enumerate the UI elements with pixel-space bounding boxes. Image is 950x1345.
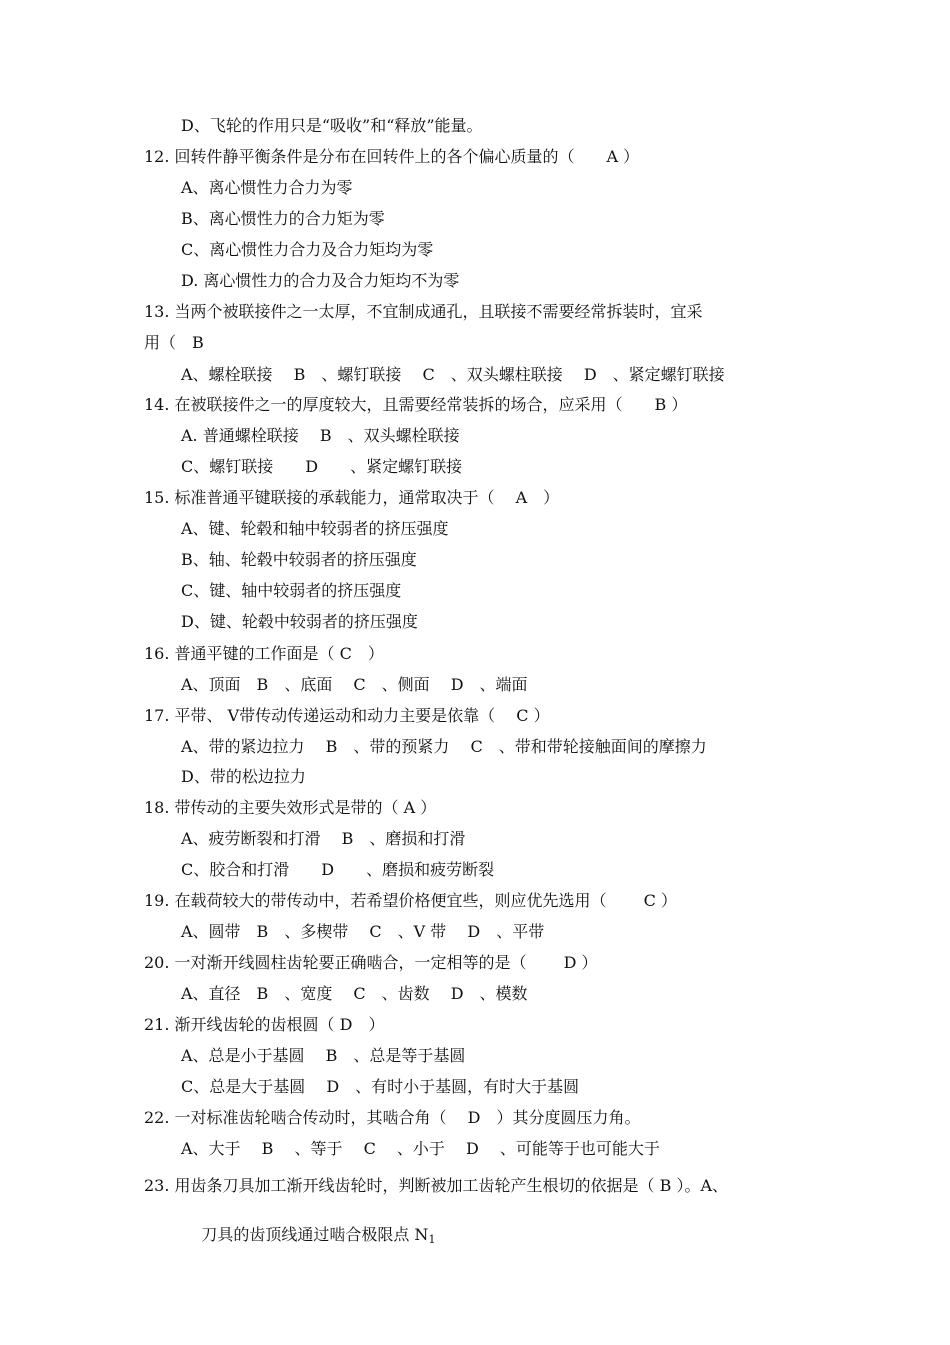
- option-line: A、疲劳断裂和打滑 B 、磨损和打滑: [181, 829, 466, 848]
- option-line: A. 普通螺栓联接 B 、双头螺栓联接: [181, 426, 460, 445]
- option-line: C、键、轴中较弱者的挤压强度: [181, 581, 402, 600]
- question-19: 19. 在载荷较大的带传动中，若希望价格便宜些，则应优先选用（ C ）: [144, 891, 677, 910]
- question-21: 21. 渐开线齿轮的齿根圆（ D ）: [144, 1015, 385, 1034]
- option-line: C、离心惯性力合力及合力矩均为零: [181, 240, 434, 259]
- option-text: 刀具的齿顶线通过啮合极限点 N: [201, 1225, 429, 1244]
- question-13: 13. 当两个被联接件之一太厚，不宜制成通孔，且联接不需要经常拆装时，宜采: [144, 302, 703, 321]
- option-line: A、圆带 B 、多楔带 C 、V 带 D 、平带: [181, 922, 545, 941]
- option-line: A、顶面 B 、底面 C 、侧面 D 、端面: [181, 675, 528, 694]
- option-line: A、螺栓联接 B 、螺钉联接 C 、双头螺柱联接 D 、紧定螺钉联接: [181, 365, 725, 384]
- option-line: C、总是大于基圆 D 、有时小于基圆，有时大于基圆: [181, 1077, 580, 1096]
- option-line: D、带的松边拉力: [181, 767, 306, 786]
- question-22: 22. 一对标准齿轮啮合传动时，其啮合角（ D ）其分度圆压力角。: [144, 1108, 641, 1127]
- question-17: 17. 平带、 V带传动传递运动和动力主要是依靠（ C ）: [144, 706, 550, 725]
- question-20: 20. 一对渐开线圆柱齿轮要正确啮合，一定相等的是（ D ）: [144, 953, 598, 972]
- question-16: 16. 普通平键的工作面是（ C ）: [144, 644, 384, 663]
- option-line: D、飞轮的作用只是“吸收”和“释放”能量。: [181, 116, 483, 135]
- question-23: 23. 用齿条刀具加工渐开线齿轮时，判断被加工齿轮产生根切的依据是（ B ）。A、: [144, 1176, 729, 1195]
- option-line: B、轴、轮毂中较弱者的挤压强度: [181, 550, 417, 569]
- question-14: 14. 在被联接件之一的厚度较大，且需要经常装拆的场合，应采用（ B ）: [144, 395, 688, 414]
- option-line: B、离心惯性力的合力矩为零: [181, 209, 385, 228]
- question-18: 18. 带传动的主要失效形式是带的（ A ）: [144, 798, 437, 817]
- question-15: 15. 标准普通平键联接的承载能力，通常取决于（ A ）: [144, 488, 560, 507]
- option-line: C、螺钉联接 D 、紧定螺钉联接: [181, 457, 463, 476]
- option-line: D、键、轮毂中较弱者的挤压强度: [181, 612, 418, 631]
- option-line: A、大于 B 、等于 C 、小于 D 、可能等于也可能大于: [181, 1139, 660, 1158]
- option-line: C、胶合和打滑 D 、磨损和疲劳断裂: [181, 860, 495, 879]
- option-line: A、键、轮毂和轴中较弱者的挤压强度: [181, 519, 449, 538]
- option-line: A、直径 B 、宽度 C 、齿数 D 、模数: [181, 984, 528, 1003]
- option-line: [181, 1205, 436, 1246]
- question-13-continuation: 用（ B: [144, 333, 204, 352]
- question-12: 12. 回转件静平衡条件是分布在回转件上的各个偏心质量的（ A ）: [144, 147, 640, 166]
- option-line: A、离心惯性力合力为零: [181, 178, 353, 197]
- option-line: D. 离心惯性力的合力及合力矩均不为零: [181, 271, 460, 290]
- option-line: A、带的紧边拉力 B 、带的预紧力 C 、带和带轮接触面间的摩擦力: [181, 737, 707, 756]
- subscript: 1: [428, 1233, 436, 1246]
- option-line: A、总是小于基圆 B 、总是等于基圆: [181, 1046, 466, 1065]
